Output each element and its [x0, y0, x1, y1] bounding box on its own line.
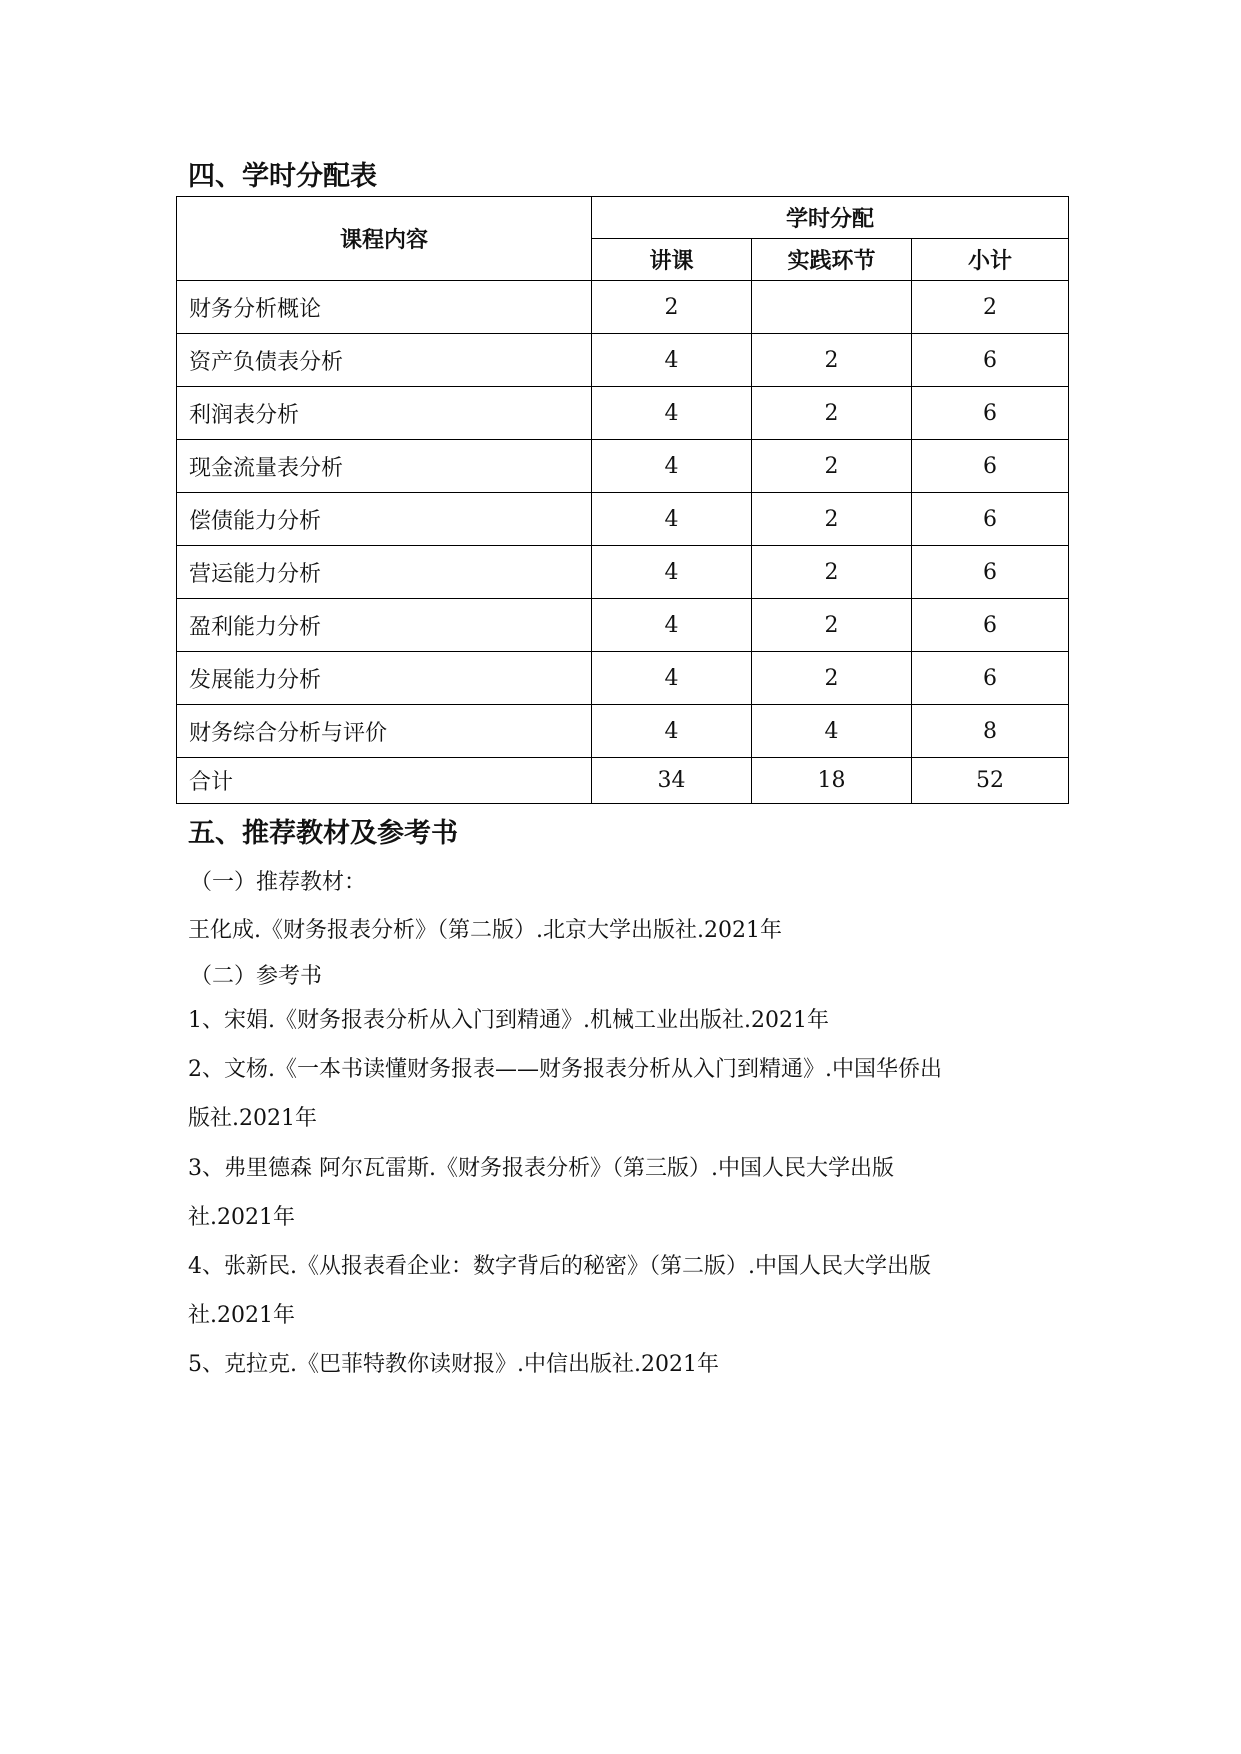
header-course-content: 课程内容 [177, 197, 592, 281]
row-course-name: 发展能力分析 [177, 652, 592, 705]
row-course-name: 资产负债表分析 [177, 334, 592, 387]
row-lecture-hours: 4 [592, 599, 752, 652]
row-subtotal-hours: 6 [912, 440, 1069, 493]
section-5-title: 五、推荐教材及参考书 [188, 818, 458, 849]
row-course-name: 财务分析概论 [177, 281, 592, 334]
row-subtotal-hours: 2 [912, 281, 1069, 334]
row-practice-hours: 2 [752, 387, 912, 440]
reference-item: 3、弗里德森 阿尔瓦雷斯.《财务报表分析》（第三版）.中国人民大学出版 [188, 1156, 894, 1181]
total-label: 合计 [177, 758, 592, 804]
row-course-name: 盈利能力分析 [177, 599, 592, 652]
table-row [177, 387, 1069, 440]
row-subtotal-hours: 6 [912, 334, 1069, 387]
table-row [177, 440, 1069, 493]
table-row [177, 599, 1069, 652]
row-practice-hours: 2 [752, 334, 912, 387]
row-practice-hours: 2 [752, 546, 912, 599]
row-lecture-hours: 2 [592, 281, 752, 334]
row-lecture-hours: 4 [592, 440, 752, 493]
row-practice-hours: 4 [752, 705, 912, 758]
total-subtotal-hours: 52 [912, 758, 1069, 804]
table-row [177, 281, 1069, 334]
reference-item: 4、张新民.《从报表看企业：数字背后的秘密》（第二版）.中国人民大学出版 [188, 1254, 931, 1279]
row-lecture-hours: 4 [592, 387, 752, 440]
reference-item-continuation: 社.2021年 [188, 1205, 295, 1230]
hours-allocation-table [176, 196, 1069, 804]
row-subtotal-hours: 6 [912, 493, 1069, 546]
table-row [177, 493, 1069, 546]
row-course-name: 营运能力分析 [177, 546, 592, 599]
row-lecture-hours: 4 [592, 652, 752, 705]
table-row [177, 546, 1069, 599]
textbook-heading: （一）推荐教材： [190, 870, 367, 895]
reference-item: 2、文杨.《一本书读懂财务报表——财务报表分析从入门到精通》.中国华侨出 [188, 1057, 942, 1082]
row-practice-hours: 2 [752, 652, 912, 705]
section-4-title: 四、学时分配表 [188, 161, 377, 192]
row-practice-hours: 2 [752, 599, 912, 652]
table-header-row [177, 197, 1069, 239]
total-lecture-hours: 34 [592, 758, 752, 804]
header-hours-allocation: 学时分配 [592, 197, 1069, 239]
row-subtotal-hours: 6 [912, 387, 1069, 440]
reference-item: 5、克拉克.《巴菲特教你读财报》.中信出版社.2021年 [188, 1352, 719, 1377]
header-subtotal: 小计 [912, 239, 1069, 281]
textbook-entry: 王化成.《财务报表分析》（第二版）.北京大学出版社.2021年 [188, 918, 782, 943]
table-total-row [177, 758, 1069, 804]
row-subtotal-hours: 6 [912, 652, 1069, 705]
header-practice: 实践环节 [752, 239, 912, 281]
row-course-name: 偿债能力分析 [177, 493, 592, 546]
table-row [177, 334, 1069, 387]
row-practice-hours [752, 281, 912, 334]
reference-item: 1、宋娟.《财务报表分析从入门到精通》.机械工业出版社.2021年 [188, 1008, 829, 1033]
total-practice-hours: 18 [752, 758, 912, 804]
reference-heading: （二）参考书 [190, 964, 323, 989]
row-course-name: 利润表分析 [177, 387, 592, 440]
row-lecture-hours: 4 [592, 493, 752, 546]
row-subtotal-hours: 6 [912, 599, 1069, 652]
reference-item-continuation: 社.2021年 [188, 1303, 295, 1328]
row-lecture-hours: 4 [592, 705, 752, 758]
row-subtotal-hours: 6 [912, 546, 1069, 599]
row-subtotal-hours: 8 [912, 705, 1069, 758]
row-lecture-hours: 4 [592, 546, 752, 599]
row-course-name: 财务综合分析与评价 [177, 705, 592, 758]
table-row [177, 705, 1069, 758]
row-course-name: 现金流量表分析 [177, 440, 592, 493]
row-lecture-hours: 4 [592, 334, 752, 387]
row-practice-hours: 2 [752, 440, 912, 493]
header-lecture: 讲课 [592, 239, 752, 281]
row-practice-hours: 2 [752, 493, 912, 546]
table-row [177, 652, 1069, 705]
reference-item-continuation: 版社.2021年 [188, 1106, 317, 1131]
